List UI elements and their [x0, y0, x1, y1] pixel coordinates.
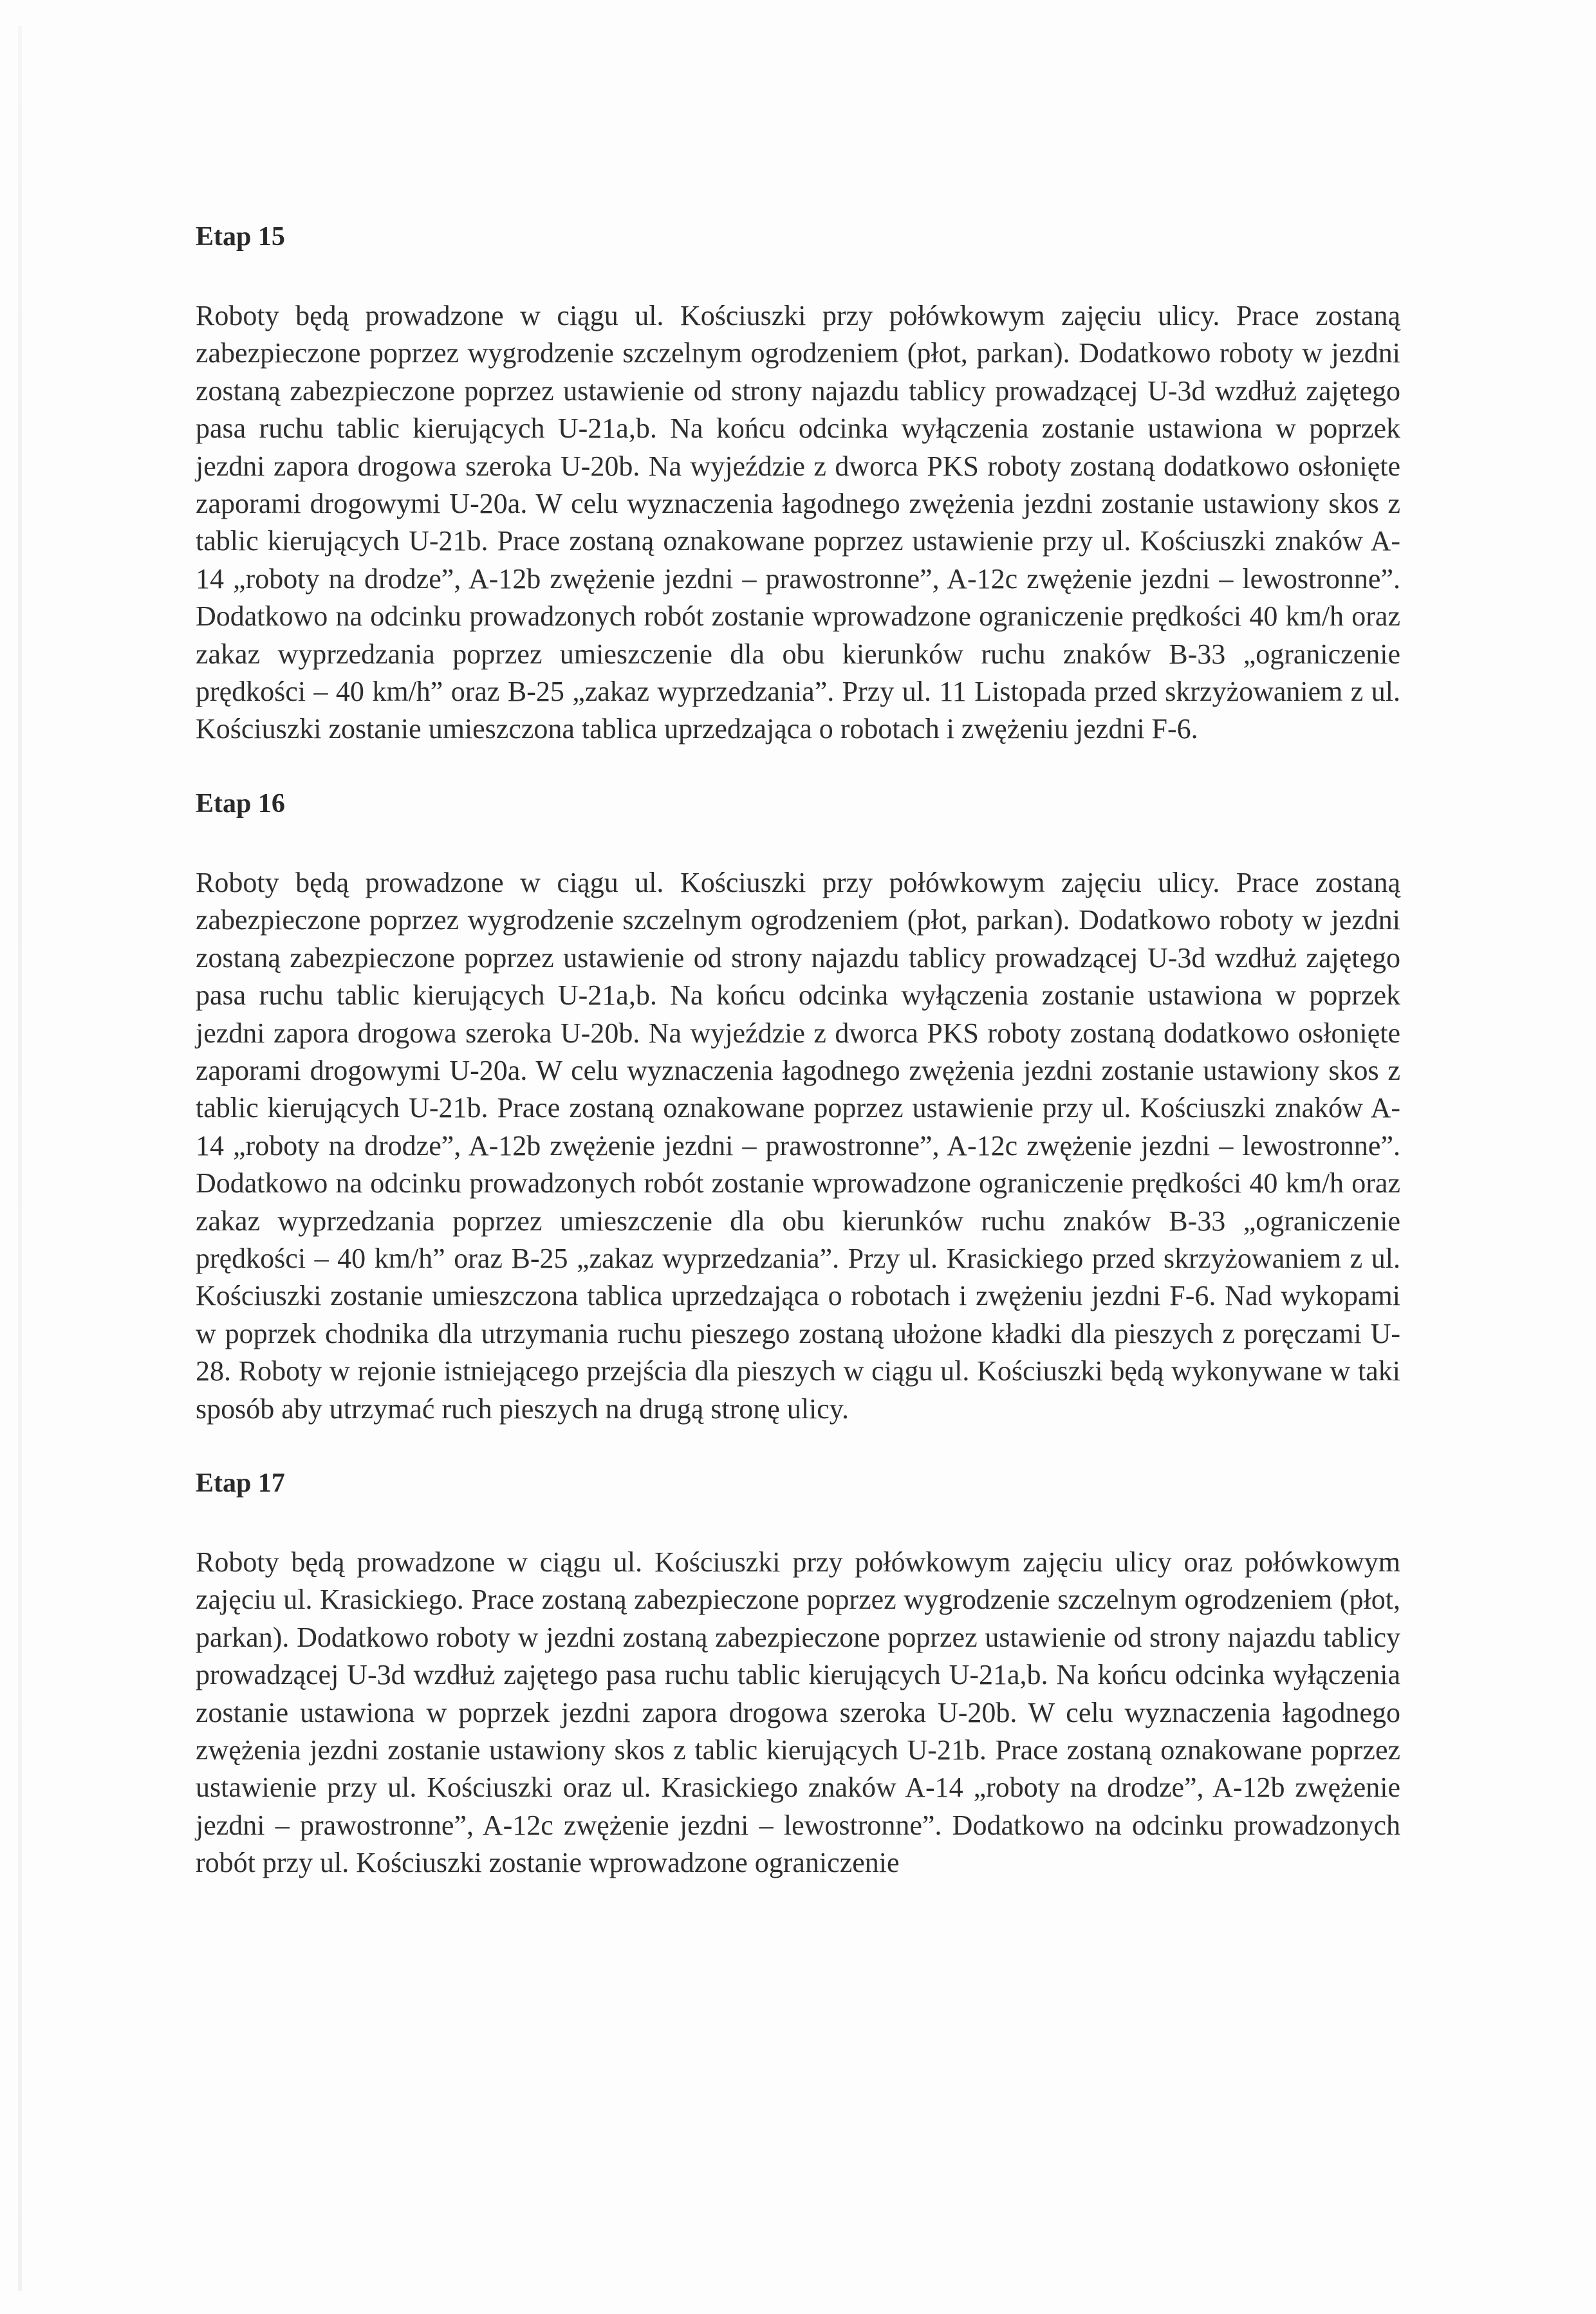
stage-16-section [196, 786, 1400, 1428]
document-body [196, 219, 1400, 1882]
stage-15-section [196, 219, 1400, 748]
scan-shadow-edge [18, 26, 22, 2291]
stage-17-section [196, 1465, 1400, 1882]
stage-16-paragraph: Roboty będą prowadzone w ciągu ul. Kościuszki przy połówkowym zajęciu ulicy. Prace zostaną zabezpieczone poprzez wygrodzenie szczelnym ogrodzeniem (płot, parkan). Dodatkowo roboty w jezdni zostaną zabezpieczone poprzez ustawienie od strony najazdu tablicy prowadzącej U-3d wzdłuż zajętego pasa ruchu tablic kierujących U-21a,b. Na końcu odcinka wyłączenia zostanie ustawiona w poprzek jezdni zapora drogowa szeroka U-20b. Na wyjeździe z dworca PKS roboty zostaną dodatkowo osłonięte zaporami drogowymi U-20a. W celu wyznaczenia łagodnego zwężenia jezdni zostanie ustawiony skos z tablic kierujących U-21b. Prace zostaną oznakowane poprzez ustawienie przy ul. Kościuszki znaków A-14 „roboty na drodze”, A-12b zwężenie jezdni – prawostronne”, A-12c zwężenie jezdni – lewostronne”. Dodatkowo na odcinku prowadzonych robót zostanie wprowadzone ograniczenie prędkości 40 km/h oraz zakaz wyprzedzania poprzez umieszczenie dla obu kierunków ruchu znaków B-33 „ograniczenie prędkości – 40 km/h” oraz B-25 „zakaz wyprzedzania”. Przy ul. Krasickiego przed skrzyżowaniem z ul. Kościuszki zostanie umieszczona tablica uprzedzająca o robotach i zwężeniu jezdni F-6. Nad wykopami w poprzek chodnika dla utrzymania ruchu pieszego zostaną ułożone kładki dla pieszych z poręczami U-28. Roboty w rejonie istniejącego przejścia dla pieszych w ciągu ul. Kościuszki będą wykonywane w taki sposób aby utrzymać ruch pieszych na drugą stronę ulicy. [196, 866, 1400, 1425]
stage-15-heading: Etap 15 [196, 222, 285, 252]
stage-17-heading: Etap 17 [196, 1468, 285, 1498]
stage-15-paragraph: Roboty będą prowadzone w ciągu ul. Kościuszki przy połówkowym zajęciu ulicy. Prace zostaną zabezpieczone poprzez wygrodzenie szczelnym ogrodzeniem (płot, parkan). Dodatkowo roboty w jezdni zostaną zabezpieczone poprzez ustawienie od strony najazdu tablicy prowadzącej U-3d wzdłuż zajętego pasa ruchu tablic kierujących U-21a,b. Na końcu odcinka wyłączenia zostanie ustawiona w poprzek jezdni zapora drogowa szeroka U-20b. Na wyjeździe z dworca PKS roboty zostaną dodatkowo osłonięte zaporami drogowymi U-20a. W celu wyznaczenia łagodnego zwężenia jezdni zostanie ustawiony skos z tablic kierujących U-21b. Prace zostaną oznakowane poprzez ustawienie przy ul. Kościuszki znaków A-14 „roboty na drodze”, A-12b zwężenie jezdni – prawostronne”, A-12c zwężenie jezdni – lewostronne”. Dodatkowo na odcinku prowadzonych robót zostanie wprowadzone ograniczenie prędkości 40 km/h oraz zakaz wyprzedzania poprzez umieszczenie dla obu kierunków ruchu znaków B-33 „ograniczenie prędkości – 40 km/h” oraz B-25 „zakaz wyprzedzania”. Przy ul. 11 Listopada przed skrzyżowaniem z ul. Kościuszki zostanie umieszczona tablica uprzedzająca o robotach i zwężeniu jezdni F-6. [196, 300, 1400, 745]
stage-16-heading: Etap 16 [196, 788, 285, 819]
stage-17-paragraph: Roboty będą prowadzone w ciągu ul. Kościuszki przy połówkowym zajęciu ulicy oraz połówkowym zajęciu ul. Krasickiego. Prace zostaną zabezpieczone poprzez wygrodzenie szczelnym ogrodzeniem (płot, parkan). Dodatkowo roboty w jezdni zostaną zabezpieczone poprzez ustawienie od strony najazdu tablicy prowadzącej U-3d wzdłuż zajętego pasa ruchu tablic kierujących U-21a,b. Na końcu odcinka wyłączenia zostanie ustawiona w poprzek jezdni zapora drogowa szeroka U-20b. W celu wyznaczenia łagodnego zwężenia jezdni zostanie ustawiony skos z tablic kierujących U-21b. Prace zostaną oznakowane poprzez ustawienie przy ul. Kościuszki oraz ul. Krasickiego znaków A-14 „roboty na drodze”, A-12b zwężenie jezdni – prawostronne”, A-12c zwężenie jezdni – lewostronne”. Dodatkowo na odcinku prowadzonych robót przy ul. Kościuszki zostanie wprowadzone ograniczenie [196, 1546, 1400, 1879]
